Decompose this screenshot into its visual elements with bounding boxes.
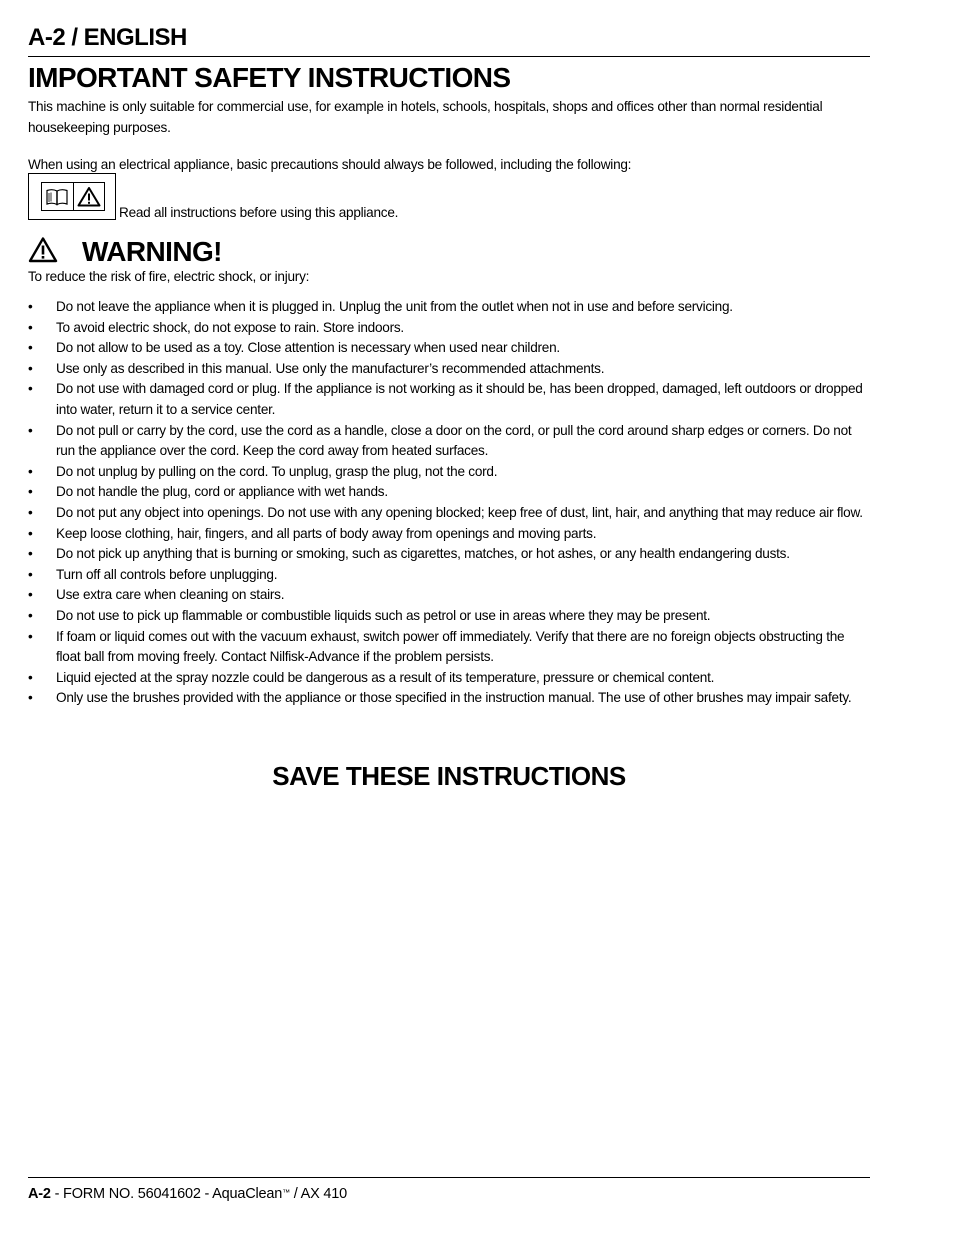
list-item <box>28 544 870 565</box>
bullet-point: • <box>28 587 33 603</box>
list-item <box>28 359 870 380</box>
list-item-text: Do not leave the appliance when it is plugged in. Unplug the unit from the outlet when not in use and before servicing. <box>56 299 733 314</box>
bullet-point: • <box>28 299 33 314</box>
list-item <box>28 585 870 606</box>
list-item-text: Do not use to pick up flammable or combustible liquids such as petrol or use in areas where they may be present. <box>56 607 711 623</box>
list-item-text: Do not pick up anything that is burning or smoking, such as cigarettes, matches, or hot ashes, or any health endangering dusts. <box>56 546 790 562</box>
bullet-point: • <box>28 690 33 706</box>
bullet-point: • <box>28 340 33 356</box>
intro-paragraph: This machine is only suitable for commercial use, for example in hotels, schools, hospitals, shops and offices other than normal residential housekeeping purposes. <box>28 99 823 135</box>
page-title: IMPORTANT SAFETY INSTRUCTIONS <box>28 62 511 93</box>
list-item-text: Use only as described in this manual. Use only the manufacturer’s recommended attachments. <box>56 360 605 376</box>
bullet-point: • <box>28 525 33 541</box>
bullet-point: • <box>28 546 33 562</box>
bullet-point: • <box>28 422 33 438</box>
list-item <box>28 318 870 339</box>
warning-heading <box>28 236 222 268</box>
manual-book-icon <box>42 183 73 210</box>
list-item <box>28 565 870 586</box>
bullet-point: • <box>28 381 33 397</box>
safety-symbols-box <box>28 173 116 220</box>
save-instructions-heading: SAVE THESE INSTRUCTIONS <box>272 761 626 791</box>
footer-form-number: - FORM NO. 56041602 - AquaClean <box>50 1186 283 1202</box>
bullet-point: • <box>28 319 33 335</box>
bullet-point: • <box>28 504 33 520</box>
trademark-mark: ™ <box>282 1188 290 1197</box>
list-item-text: Keep loose clothing, hair, fingers, and all parts of body away from openings and moving parts. <box>56 525 597 541</box>
bullet-point: • <box>28 628 33 644</box>
list-item-text: Liquid ejected at the spray nozzle could be dangerous as a result of its temperature, pressure or chemical content. <box>56 669 715 685</box>
warning-triangle-icon <box>28 236 58 268</box>
footer-rule <box>28 1177 870 1178</box>
list-item <box>28 462 870 483</box>
list-item-text: Do not handle the plug, cord or appliance with wet hands. <box>56 484 388 500</box>
footer-model: / AX 410 <box>289 1186 347 1202</box>
header-rule <box>28 56 870 57</box>
page-header: A-2 / ENGLISH <box>28 24 187 51</box>
list-item <box>28 524 870 545</box>
warning-triangle-icon <box>73 183 105 210</box>
list-item <box>28 627 870 668</box>
list-item-text: Turn off all controls before unplugging. <box>56 566 278 582</box>
warning-list <box>28 297 870 709</box>
bullet-point: • <box>28 360 33 376</box>
list-item-text: Do not unplug by pulling on the cord. To unplug, grasp the plug, not the cord. <box>56 463 498 479</box>
list-item-text: Do not allow to be used as a toy. Close attention is necessary when used near children. <box>56 340 560 356</box>
list-item-text: To avoid electric shock, do not expose to rain. Store indoors. <box>56 319 404 335</box>
list-item-text: Only use the brushes provided with the appliance or those specified in the instruction manual. The use of other brushes may impair safety. <box>56 690 852 706</box>
list-item <box>28 338 870 359</box>
bullet-point: • <box>28 669 33 685</box>
footer-page-number: A-2 <box>28 1186 51 1202</box>
footer <box>28 1186 347 1202</box>
list-item-text: Use extra care when cleaning on stairs. <box>56 587 285 603</box>
list-item <box>28 379 870 420</box>
bullet-point: • <box>28 607 33 623</box>
warning-heading-text: WARNING! <box>82 236 222 267</box>
list-item-text: If foam or liquid comes out with the vacuum exhaust, switch power off immediately. Verify that there are no foreign objects obstructing the float ball from moving freely. Contact Nilfisk-Advance if the problem persists. <box>56 628 845 665</box>
bullet-point: • <box>28 463 33 479</box>
list-item <box>28 421 870 462</box>
list-item-text: Do not put any object into openings. Do not use with any opening blocked; keep free of dust, lint, hair, and anything that may reduce air flow. <box>56 504 863 520</box>
list-item <box>28 688 870 709</box>
list-item-text: Do not use with damaged cord or plug. If the appliance is not working as it should be, has been dropped, damaged, left outdoors or dropped into water, return it to a service center. <box>56 381 863 417</box>
list-item <box>28 482 870 503</box>
precautions-paragraph: When using an electrical appliance, basic precautions should always be followed, including the following: <box>28 157 632 172</box>
warning-intro: To reduce the risk of fire, electric shock, or injury: <box>28 269 310 284</box>
list-item-text: Do not pull or carry by the cord, use the cord as a handle, close a door on the cord, or pull the cord around sharp edges or corners. Do not run the appliance over the cord. Keep the cord away from heated surfaces. <box>56 422 852 459</box>
bullet-point: • <box>28 566 33 582</box>
list-item <box>28 297 870 318</box>
bullet-point: • <box>28 484 33 500</box>
list-item <box>28 668 870 689</box>
list-item <box>28 503 870 524</box>
list-item <box>28 606 870 627</box>
read-instructions-text: Read all instructions before using this appliance. <box>119 205 399 220</box>
